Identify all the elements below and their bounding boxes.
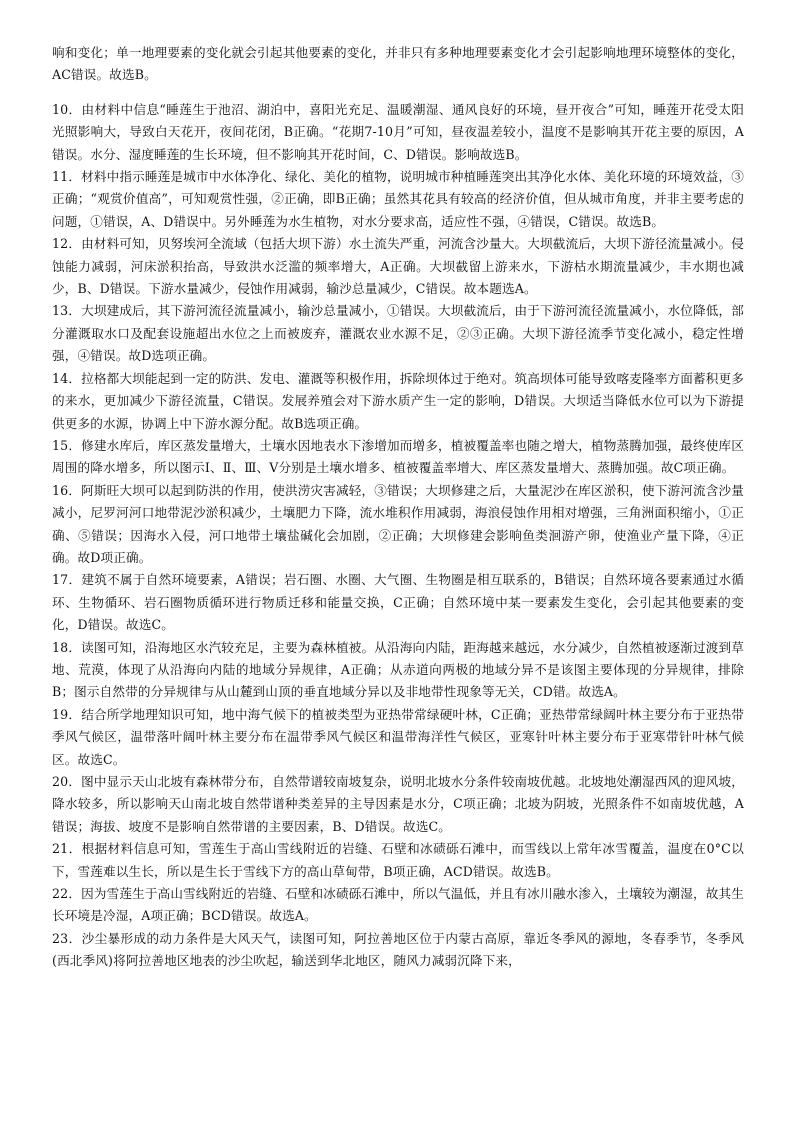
answer-11: 11．材料中指示睡莲是城市中水体净化、绿化、美化的植物，说明城市种植睡莲突出其净化水体、美化环境的环境效益，③正确；“观赏价值高”，可知观赏性强，②正确，即B正确；虽然其花具有较高的经济价值，但从城市角度，并非主要考虑的问题，①错误，A、D错误中。另外睡莲为水生植物，对水分要求高，适应性不强，④错误，C错误。故选B。 [52,169,744,229]
answer-14: 14．拉格都大坝能起到一定的防洪、发电、灌溉等积极作用，拆除坝体过于绝对。筑高坝体可能导致喀麦隆率方面蓄积更多的来水，更加减少下游径流量，C错误。发展养殖会对下游水质产生一定的影响，D错误。大坝适当降低水位可以为下游提供更多的水源，协调上中下游水源分配。故B选项正确。 [52,370,744,431]
answer-21: 21．根据材料信息可知，雪莲生于高山雪线附近的岩缝、石壁和冰碛砾石滩中，而雪线以上常年冰雪覆盖，温度在0°C以下，雪莲难以生长，所以是生长于雪线下方的高山草甸带，B项正确，ACD错误。故选B。 [52,841,744,879]
answer-15: 15．修建水库后，库区蒸发量增大，土壤水因地表水下渗增加而增多，植被覆盖率也随之增大，植物蒸腾加强，最终使库区周围的降水增多，所以图示Ⅰ、Ⅱ、Ⅲ、Ⅴ分别是土壤水增多、植被覆盖率增大、库区蒸发量增大、蒸腾加强。故C项正确。 [52,437,744,476]
answer-20: 20．图中显示天山北坡有森林带分布，自然带谱较南坡复杂，说明北坡水分条件较南坡优越。北坡地处潮湿西风的迎风坡，降水较多，所以影响天山南北坡自然带谱种类差异的主导因素是水分，C项正确；北坡为阴坡，光照条件不如南坡优越，A错误；海拔、坡度不是影响自然带谱的主要因素，B、D错误。故选C。 [52,774,744,834]
paragraph-gap [52,87,744,99]
answer-23: 23．沙尘暴形成的动力条件是大风天气，读图可知，阿拉善地区位于内蒙古高原，靠近冬季风的源地，冬春季节，冬季风(西北季风)将阿拉善地区地表的沙尘吹起，输送到华北地区，随风力减弱沉降下来， [52,930,744,969]
answer-10: 10．由材料中信息“睡莲生于池沼、湖泊中，喜阳光充足、温暖潮湿、通风良好的环境，昼开夜合”可知，睡莲开花受太阳光照影响大，导致白天花开，夜间花闭，B正确。“花期7-10月”可知，昼夜温差较小，温度不是影响其开花主要的原因，A错误。水分、湿度睡莲的生长环境，但不影响其开花时间，C、D错误。影响故选B。 [52,101,744,162]
answer-19: 19．结合所学地理知识可知，地中海气候下的植被类型为亚热带常绿硬叶林，C正确；亚热带常绿阔叶林主要分布于亚热带季风气候区，温带落叶阔叶林主要分布在温带季风气候区和温带海洋性气候区，亚寒针叶林主要分布于亚寒带针叶林气候区。故选C。 [52,706,744,767]
answer-17: 17．建筑不属于自然环境要素，A错误；岩石圈、水圈、大气圈、生物圈是相互联系的，B错误；自然环境各要素通过水循环、生物循环、岩石圈物质循环进行物质迁移和能量交换，C正确；自然环境中某一要素发生变化，会引起其他要素的变化，D错误。故选C。 [52,572,744,633]
paragraph-continuation: 响和变化；单一地理要素的变化就会引起其他要素的变化，并非只有多种地理要素变化才会引起影响地理环境整体的变化，AC错误。故选B。 [52,45,744,83]
answer-13: 13．大坝建成后，其下游河流径流量减小，输沙总量减小，①错误。大坝截流后，由于下游河流径流量减小，水位降低，部分灌溉取水口及配套设施超出水位之上而被废弃，灌溉农业水源不足，②③正确。大坝下游径流季节变化减小，稳定性增强，④错误。故D选项正确。 [52,303,744,364]
answer-16: 16．阿斯旺大坝可以起到防洪的作用，使洪涝灾害减轻，③错误；大坝修建之后，大量泥沙在库区淤积，使下游河流含沙量减小，尼罗河河口地带泥沙淤积减少，土壤肥力下降，流水堆积作用减弱，海浪侵蚀作用相对增强，三角洲面积缩小，①正确、⑤错误；因海水入侵，河口地带土壤盐碱化会加剧，②正确；大坝修建会影响鱼类洄游产卵，使渔业产量下降，④正确。故D项正确。 [52,482,744,565]
answer-document [52,42,744,973]
answer-12: 12．由材料可知，贝努埃河全流域（包括大坝下游）水土流失严重，河流含沙量大。大坝截流后，大坝下游径流量减小。侵蚀能力减弱，河床淤积抬高，导致洪水泛滥的频率增大，A正确。大坝截留上游来水，下游枯水期流量减少，丰水期也减少，B、D错误。下游水量减少，侵蚀作用减弱，输沙总量减少，C错误。故本题选A。 [52,236,744,297]
answer-18: 18．读图可知，沿海地区水汽较充足，主要为森林植被。从沿海向内陆，距海越来越远，水分减少，自然植被逐渐过渡到草地、荒漠，体现了从沿海向内陆的地域分异规律，A正确；从赤道向两极的地域分异不是该图主要体现的分异规律，排除B；图示自然带的分异规律与从山麓到山顶的垂直地域分异以及非地带性现象等无关，CD错。故选A。 [52,639,744,700]
answer-22: 22．因为雪莲生于高山雪线附近的岩缝、石壁和冰碛砾石滩中，所以气温低，并且有冰川融水渗入，土壤较为潮湿，故其生长环境是冷湿，A项正确；BCD错误。故选A。 [52,886,744,924]
